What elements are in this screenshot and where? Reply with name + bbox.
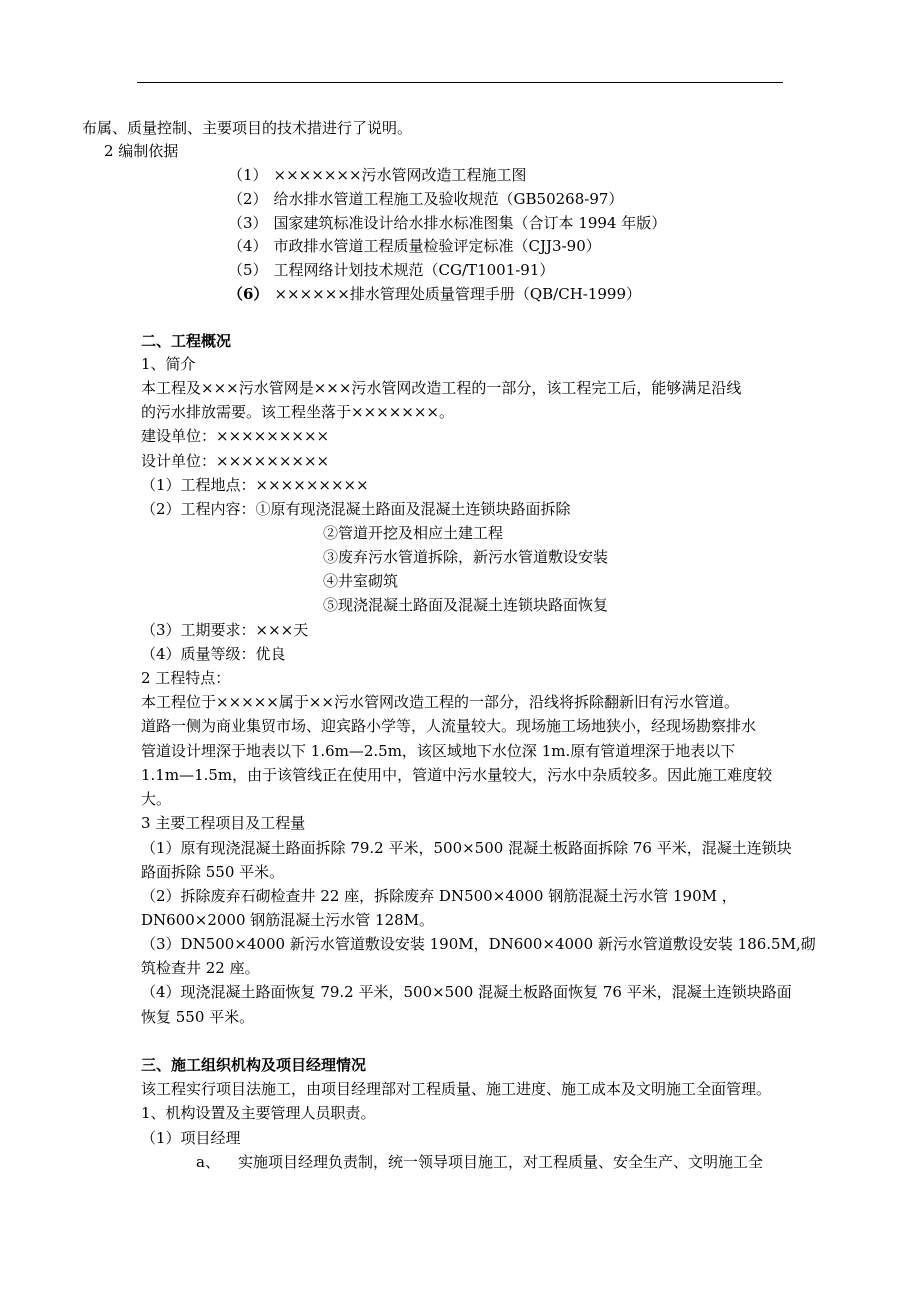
designer-line: 设计单位：××××××××× (141, 452, 330, 470)
quantities-line-3: （2）拆除废弃石砌检查井 22 座，拆除废弃 DN500×4000 钢筋混凝土污水管 190M ， (141, 887, 737, 905)
overview-heading: 二、工程概况 (141, 332, 232, 350)
features-line-1: 本工程位于×××××属于××污水管网改造工程的一部分，沿线将拆除翻新旧有污水管道。 (141, 693, 739, 711)
quality-line: （4）质量等级：优良 (141, 645, 286, 663)
content-line-4: ④井室砌筑 (323, 572, 399, 590)
quantities-line-1: （1）原有现浇混凝土路面拆除 79.2 平米，500×500 混凝土板路面拆除 76 平米，混凝土连锁块 (141, 839, 792, 857)
basis-item-text: 市政排水管道工程质量检验评定标准（CJJ3-90） (273, 237, 601, 255)
basis-item-text: ××××××排水管理处质量管理手册（QB/CH-1999） (274, 285, 642, 303)
basis-item-2 (228, 187, 623, 211)
intro-line-2: 的污水排放需要。该工程坐落于×××××××。 (141, 403, 454, 421)
basis-item-1 (228, 163, 527, 187)
basis-heading: 2 编制依据 (104, 142, 179, 160)
quantities-line-2: 路面拆除 550 平米。 (141, 863, 285, 881)
content-line-2: ②管道开挖及相应土建工程 (323, 524, 504, 542)
content-line-5: ⑤现浇混凝土路面及混凝土连锁块路面恢复 (323, 596, 609, 614)
pm-item-a-label: a、 (196, 1153, 220, 1171)
header-rule (137, 82, 783, 83)
basis-item-text: 国家建筑标准设计给水排水标准图集（合订本 1994 年版） (273, 214, 667, 232)
basis-item-4 (228, 234, 601, 258)
basis-item-num: （6） (228, 285, 269, 303)
basis-item-3 (228, 211, 666, 235)
basis-item-text: 工程网络计划技术规范（CG/T1001-91） (273, 261, 555, 279)
content-line-1: （2）工程内容：①原有现浇混凝土路面及混凝土连锁块路面拆除 (141, 500, 571, 518)
intro-heading: 1、简介 (141, 355, 196, 373)
period-line: （3）工期要求：×××天 (141, 621, 309, 639)
basis-item-text: ×××××××污水管网改造工程施工图 (273, 166, 527, 184)
builder-line: 建设单位：××××××××× (141, 427, 330, 445)
basis-item-num: （5） (228, 261, 268, 279)
basis-item-text: 给水排水管道工程施工及验收规范（GB50268-97） (273, 190, 624, 208)
features-line-3: 管道设计埋深于地表以下 1.6m—2.5m，该区域地下水位深 1m.原有管道埋深于地表以下 (141, 742, 736, 760)
quantities-line-8: 恢复 550 平米。 (141, 1008, 255, 1026)
org-line-2: 1、机构设置及主要管理人员职责。 (141, 1104, 376, 1122)
intro-text: 布属、质量控制、主要项目的技术措进行了说明。 (82, 119, 413, 137)
basis-item-6 (228, 282, 641, 306)
org-heading: 三、施工组织机构及项目经理情况 (141, 1056, 367, 1074)
quantities-line-4: DN600×2000 钢筋混凝土污水管 128M。 (141, 911, 435, 929)
basis-item-5 (228, 258, 554, 282)
quantities-heading: 3 主要工程项目及工程量 (141, 814, 306, 832)
org-line-1: 该工程实行项目法施工，由项目经理部对工程质量、施工进度、施工成本及文明施工全面管理。 (141, 1080, 772, 1098)
basis-item-num: （4） (228, 237, 268, 255)
features-line-2: 道路一侧为商业集贸市场、迎宾路小学等，人流量较大。现场施工场地狭小，经现场勘察排水 (141, 717, 757, 735)
quantities-line-6: 筑检查井 22 座。 (141, 959, 260, 977)
features-line-5: 大。 (141, 790, 172, 808)
pm-item-a-text: 实施项目经理负责制，统一领导项目施工，对工程质量、安全生产、文明施工全 (238, 1153, 764, 1171)
quantities-line-7: （4）现浇混凝土路面恢复 79.2 平米，500×500 混凝土板路面恢复 76 平米，混凝土连锁块路面 (141, 983, 792, 1001)
basis-item-num: （1） (228, 166, 268, 184)
pm-line: （1）项目经理 (141, 1129, 241, 1147)
basis-item-num: （2） (228, 190, 268, 208)
features-heading: 2 工程特点： (141, 669, 231, 687)
features-line-4: 1.1m—1.5m，由于该管线正在使用中，管道中污水量较大，污水中杂质较多。因此施工难度较 (141, 766, 773, 784)
basis-item-num: （3） (228, 214, 268, 232)
quantities-line-5: （3）DN500×4000 新污水管道敷设安装 190M，DN600×4000 新污水管道敷设安装 186.5M,砌 (141, 935, 816, 953)
content-line-3: ③废弃污水管道拆除，新污水管道敷设安装 (323, 548, 609, 566)
intro-line-1: 本工程及×××污水管网是×××污水管网改造工程的一部分，该工程完工后，能够满足沿线 (141, 379, 742, 397)
location-line: （1）工程地点：××××××××× (141, 476, 369, 494)
